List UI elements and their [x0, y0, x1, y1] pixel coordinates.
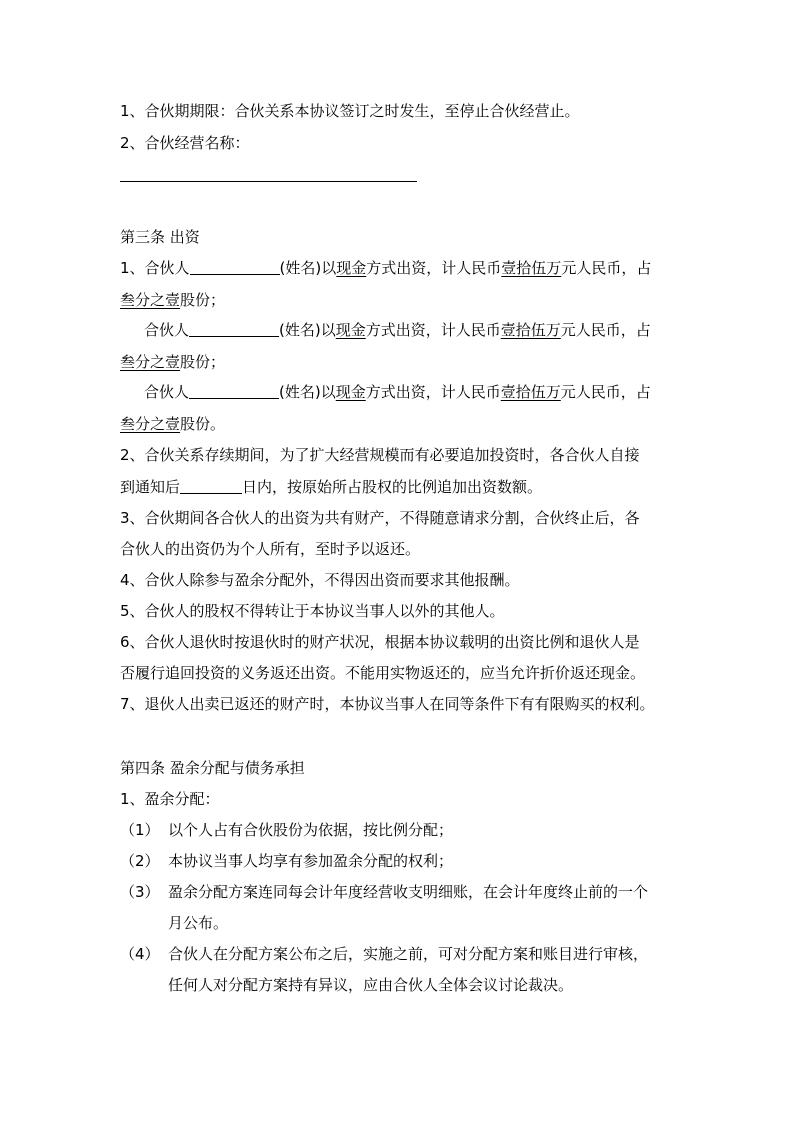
sub-item-3-line-1: （3） 盈余分配方案连同每会计年度经营收支明细账，在会计年度终止前的一个 [120, 883, 649, 901]
article-3-item-2-line-1: 2、合伙关系存续期间，为了扩大经营规模而有必要追加投资时，各合伙人自接 [120, 446, 640, 464]
article-3-item-2-line-2: 到通知后 日内，按原始所占股权的比例追加出资数额。 [120, 478, 543, 496]
partner-name-blank [189, 382, 279, 399]
article-3-item-5: 5、合伙人的股权不得转让于本协议当事人以外的其他人。 [120, 602, 505, 620]
article-3-heading: 第三条 出资 [120, 228, 200, 246]
article-3-item-3-line-1: 3、合伙期间各合伙人的出资为共有财产，不得随意请求分割，合伙终止后，各 [120, 509, 640, 527]
partner-name-blank [190, 258, 280, 275]
article-4-heading: 第四条 盈余分配与债务承担 [120, 759, 305, 777]
contribution-text: 1、合伙人 (姓名)以现金方式出资，计人民币壹拾伍万元人民币，占 [120, 259, 652, 277]
article-4-item-1: 1、盈余分配： [120, 790, 220, 808]
article-3-item-7: 7、退伙人出卖已返还的财产时，本协议当事人在同等条件下有有限购买的权利。 [120, 695, 655, 713]
days-blank [180, 477, 242, 494]
article-3-item-6-line-2: 否履行追回投资的义务返还出资。不能用实物返还的，应当允许折价返还现金。 [120, 664, 646, 682]
contribution-line-3: 合伙人 (姓名)以现金方式出资，计人民币壹拾伍万元人民币，占 [144, 383, 651, 401]
share-line-2: 叁分之壹股份； [120, 353, 226, 371]
sub-item-4-line-2: 任何人对分配方案持有异议，应由合伙人全体会议讨论裁决。 [168, 976, 574, 994]
sub-item-3-line-2: 月公布。 [168, 914, 229, 932]
article-3-item-4: 4、合伙人除参与盈余分配外，不得因出资而要求其他报酬。 [120, 571, 520, 589]
contribution-line-2: 合伙人 (姓名)以现金方式出资，计人民币壹拾伍万元人民币，占 [144, 321, 651, 339]
term-item-2: 2、合伙经营名称： [120, 134, 250, 152]
article-3-item-6-line-1: 6、合伙人退伙时按退伙时的财产状况，根据本协议载明的出资比例和退伙人是 [120, 633, 640, 651]
term-item-1: 1、合伙期期限：合伙关系本协议签订之时发生，至停止合伙经营止。 [120, 102, 580, 120]
contribution-line-1 [120, 258, 675, 278]
share-line-1: 叁分之壹股份； [120, 291, 226, 309]
share-line-3: 叁分之壹股份。 [120, 415, 226, 433]
business-name-blank-line [120, 181, 417, 182]
article-3-item-3-line-2: 合伙人的出资仍为个人所有，至时予以返还。 [120, 540, 421, 558]
sub-item-1: （1） 以个人占有合伙股份为依据，按比例分配； [120, 821, 454, 839]
partner-name-blank [189, 320, 279, 337]
sub-item-2: （2） 本协议当事人均享有参加盈余分配的权利； [120, 852, 454, 870]
sub-item-4-line-1: （4） 合伙人在分配方案公布之后，实施之前，可对分配方案和账目进行审核， [120, 945, 649, 963]
